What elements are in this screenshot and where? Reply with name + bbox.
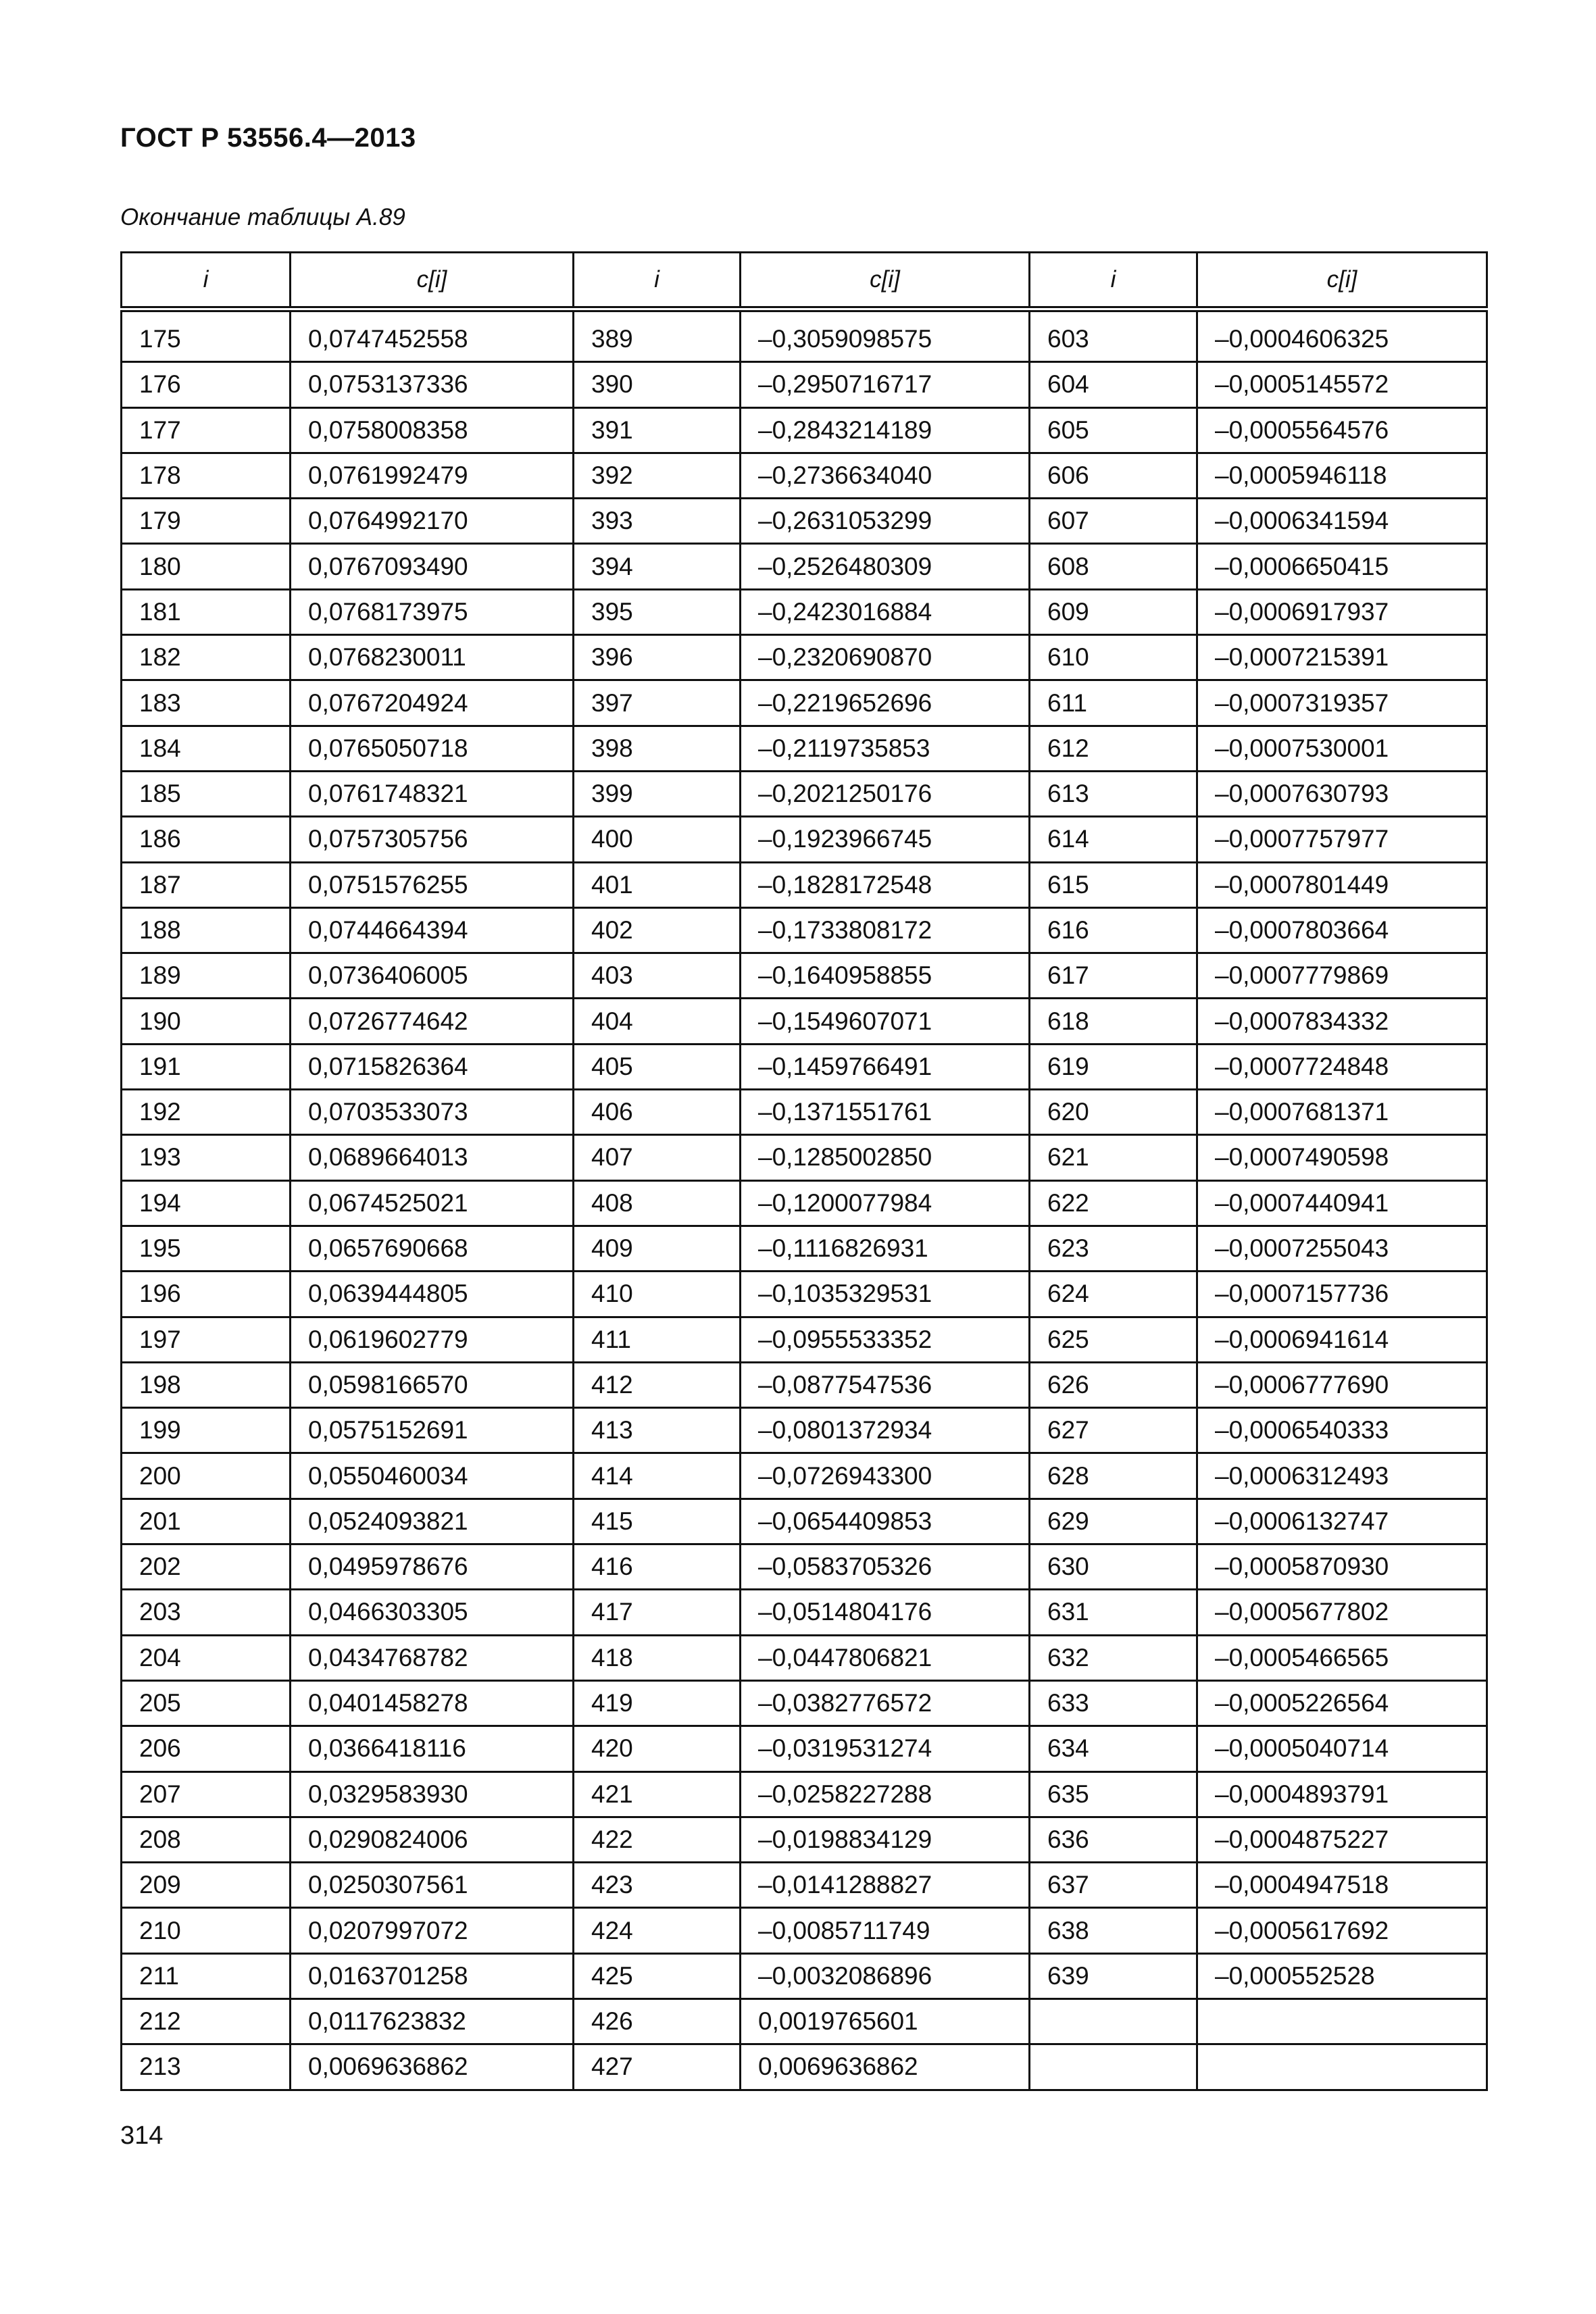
index-cell: 213 [122, 2044, 291, 2090]
table-row [122, 1680, 1487, 1726]
coefficient-cell: –0,0319531274 [741, 1726, 1030, 1771]
index-cell: 610 [1030, 635, 1197, 680]
index-cell: 421 [574, 1771, 741, 1817]
index-cell: 390 [574, 362, 741, 407]
coefficient-cell: 0,0758008358 [291, 407, 574, 453]
table-row [122, 407, 1487, 453]
coefficient-table [120, 251, 1488, 2091]
table-row [122, 1908, 1487, 1953]
index-cell: 209 [122, 1863, 291, 1908]
index-cell: 426 [574, 1998, 741, 2044]
coefficient-cell: –0,0583705326 [741, 1544, 1030, 1590]
coefficient-cell: 0,0117623832 [291, 1998, 574, 2044]
index-cell: 211 [122, 1953, 291, 1998]
index-cell: 611 [1030, 680, 1197, 726]
coefficient-cell: –0,0007319357 [1197, 680, 1487, 726]
table-row [122, 1771, 1487, 1817]
index-cell: 633 [1030, 1680, 1197, 1726]
table-row [122, 1180, 1487, 1226]
coefficient-cell: 0,0744664394 [291, 907, 574, 953]
coefficient-cell: 0,0767093490 [291, 544, 574, 589]
table-row [122, 1453, 1487, 1499]
index-cell: 193 [122, 1135, 291, 1180]
coefficient-cell: –0,000552528 [1197, 1953, 1487, 1998]
coefficient-cell: 0,0434768782 [291, 1635, 574, 1680]
index-cell: 427 [574, 2044, 741, 2090]
header-row [122, 253, 1487, 309]
coefficient-cell: –0,1733808172 [741, 907, 1030, 953]
coefficient-cell: –0,1828172548 [741, 862, 1030, 907]
table-row [122, 999, 1487, 1044]
index-cell: 425 [574, 1953, 741, 1998]
index-cell: 607 [1030, 499, 1197, 544]
coefficient-cell: –0,0005145572 [1197, 362, 1487, 407]
coefficient-cell: 0,0736406005 [291, 953, 574, 999]
coefficient-cell: –0,0955533352 [741, 1317, 1030, 1362]
table-row [122, 680, 1487, 726]
table-row [122, 1635, 1487, 1680]
index-cell: 409 [574, 1226, 741, 1271]
index-cell: 613 [1030, 771, 1197, 816]
coefficient-cell: –0,0007681371 [1197, 1090, 1487, 1135]
table-row [122, 953, 1487, 999]
table-row [122, 1135, 1487, 1180]
index-cell: 624 [1030, 1272, 1197, 1317]
index-cell: 186 [122, 817, 291, 862]
index-cell: 620 [1030, 1090, 1197, 1135]
coefficient-cell: –0,0004893791 [1197, 1771, 1487, 1817]
index-cell: 617 [1030, 953, 1197, 999]
index-cell [1030, 1998, 1197, 2044]
index-cell: 402 [574, 907, 741, 953]
coefficient-cell: –0,1035329531 [741, 1272, 1030, 1317]
header-coefficient-2: c[i] [741, 253, 1030, 309]
index-cell: 175 [122, 309, 291, 362]
table-row [122, 1317, 1487, 1362]
coefficient-cell: 0,0674525021 [291, 1180, 574, 1226]
coefficient-cell: –0,1116826931 [741, 1226, 1030, 1271]
index-cell: 638 [1030, 1908, 1197, 1953]
coefficient-cell: –0,2526480309 [741, 544, 1030, 589]
header-coefficient-3: c[i] [1197, 253, 1487, 309]
coefficient-cell: –0,0005870930 [1197, 1544, 1487, 1590]
index-cell: 632 [1030, 1635, 1197, 1680]
index-cell: 177 [122, 407, 291, 453]
index-cell: 424 [574, 1908, 741, 1953]
index-cell: 621 [1030, 1135, 1197, 1180]
coefficient-cell: –0,0006341594 [1197, 499, 1487, 544]
coefficient-cell: 0,0207997072 [291, 1908, 574, 1953]
coefficient-cell: –0,1923966745 [741, 817, 1030, 862]
table-row [122, 1953, 1487, 1998]
index-cell: 201 [122, 1499, 291, 1544]
coefficient-cell [1197, 2044, 1487, 2090]
table-row [122, 1408, 1487, 1453]
table-row [122, 1817, 1487, 1862]
index-cell: 605 [1030, 407, 1197, 453]
index-cell: 396 [574, 635, 741, 680]
coefficient-cell: –0,0005677802 [1197, 1590, 1487, 1635]
header-index-2: i [574, 253, 741, 309]
coefficient-cell: –0,1549607071 [741, 999, 1030, 1044]
coefficient-cell: 0,0726774642 [291, 999, 574, 1044]
coefficient-cell: –0,0007157736 [1197, 1272, 1487, 1317]
header-index-3: i [1030, 253, 1197, 309]
coefficient-cell: –0,0006540333 [1197, 1408, 1487, 1453]
coefficient-cell: 0,0575152691 [291, 1408, 574, 1453]
index-cell: 408 [574, 1180, 741, 1226]
coefficient-cell: 0,0639444805 [291, 1272, 574, 1317]
index-cell: 188 [122, 907, 291, 953]
index-cell: 400 [574, 817, 741, 862]
coefficient-cell: 0,0401458278 [291, 1680, 574, 1726]
index-cell: 182 [122, 635, 291, 680]
coefficient-cell: 0,0715826364 [291, 1044, 574, 1089]
coefficient-cell: –0,0447806821 [741, 1635, 1030, 1680]
coefficient-cell: 0,0466303305 [291, 1590, 574, 1635]
coefficient-cell: –0,0007801449 [1197, 862, 1487, 907]
index-cell: 414 [574, 1453, 741, 1499]
table-header [122, 253, 1487, 309]
index-cell: 404 [574, 999, 741, 1044]
coefficient-cell: –0,0382776572 [741, 1680, 1030, 1726]
table-row [122, 1998, 1487, 2044]
table-row [122, 589, 1487, 634]
index-cell: 392 [574, 453, 741, 498]
coefficient-cell: 0,0764992170 [291, 499, 574, 544]
coefficient-cell: 0,0757305756 [291, 817, 574, 862]
index-cell: 637 [1030, 1863, 1197, 1908]
coefficient-cell: –0,0005226564 [1197, 1680, 1487, 1726]
index-cell: 406 [574, 1090, 741, 1135]
coefficient-cell: 0,0761992479 [291, 453, 574, 498]
coefficient-cell: –0,0085711749 [741, 1908, 1030, 1953]
coefficient-cell: 0,0761748321 [291, 771, 574, 816]
index-cell: 393 [574, 499, 741, 544]
coefficient-cell: –0,3059098575 [741, 309, 1030, 362]
coefficient-cell: –0,0032086896 [741, 1953, 1030, 1998]
table-row [122, 453, 1487, 498]
coefficient-cell: 0,0550460034 [291, 1453, 574, 1499]
index-cell: 606 [1030, 453, 1197, 498]
index-cell: 206 [122, 1726, 291, 1771]
index-cell: 626 [1030, 1362, 1197, 1407]
table-row [122, 1090, 1487, 1135]
coefficient-cell: 0,0524093821 [291, 1499, 574, 1544]
coefficient-cell: –0,2631053299 [741, 499, 1030, 544]
coefficient-cell: –0,0005617692 [1197, 1908, 1487, 1953]
coefficient-cell: 0,0657690668 [291, 1226, 574, 1271]
table-row [122, 817, 1487, 862]
coefficient-cell: 0,0619602779 [291, 1317, 574, 1362]
index-cell: 184 [122, 726, 291, 771]
index-cell: 639 [1030, 1953, 1197, 1998]
table-row [122, 544, 1487, 589]
coefficient-cell: –0,0007630793 [1197, 771, 1487, 816]
index-cell: 194 [122, 1180, 291, 1226]
coefficient-cell: –0,0801372934 [741, 1408, 1030, 1453]
index-cell: 622 [1030, 1180, 1197, 1226]
index-cell: 208 [122, 1817, 291, 1862]
index-cell: 603 [1030, 309, 1197, 362]
index-cell: 200 [122, 1453, 291, 1499]
index-cell: 618 [1030, 999, 1197, 1044]
index-cell: 614 [1030, 817, 1197, 862]
index-cell: 635 [1030, 1771, 1197, 1817]
index-cell: 195 [122, 1226, 291, 1271]
index-cell: 185 [122, 771, 291, 816]
index-cell: 619 [1030, 1044, 1197, 1089]
index-cell: 413 [574, 1408, 741, 1453]
table-row [122, 1590, 1487, 1635]
index-cell: 389 [574, 309, 741, 362]
index-cell: 630 [1030, 1544, 1197, 1590]
coefficient-cell: –0,1640958855 [741, 953, 1030, 999]
coefficient-cell: –0,2119735853 [741, 726, 1030, 771]
coefficient-cell: –0,0005466565 [1197, 1635, 1487, 1680]
index-cell: 397 [574, 680, 741, 726]
index-cell: 609 [1030, 589, 1197, 634]
coefficient-cell: –0,0654409853 [741, 1499, 1030, 1544]
coefficient-cell: 0,0366418116 [291, 1726, 574, 1771]
table-row [122, 862, 1487, 907]
index-cell: 196 [122, 1272, 291, 1317]
coefficient-cell: 0,0768173975 [291, 589, 574, 634]
table-body [122, 309, 1487, 2090]
coefficient-cell: –0,0005040714 [1197, 1726, 1487, 1771]
index-cell: 401 [574, 862, 741, 907]
coefficient-cell: –0,0006650415 [1197, 544, 1487, 589]
index-cell: 415 [574, 1499, 741, 1544]
coefficient-cell: 0,0689664013 [291, 1135, 574, 1180]
coefficient-cell: –0,0005564576 [1197, 407, 1487, 453]
coefficient-cell: –0,0007490598 [1197, 1135, 1487, 1180]
index-cell: 634 [1030, 1726, 1197, 1771]
coefficient-cell: –0,1371551761 [741, 1090, 1030, 1135]
coefficient-cell: –0,0006777690 [1197, 1362, 1487, 1407]
index-cell: 191 [122, 1044, 291, 1089]
index-cell: 411 [574, 1317, 741, 1362]
coefficient-cell: –0,0006917937 [1197, 589, 1487, 634]
coefficient-cell: 0,0598166570 [291, 1362, 574, 1407]
coefficient-cell: 0,0753137336 [291, 362, 574, 407]
coefficient-cell: –0,0258227288 [741, 1771, 1030, 1817]
index-cell: 604 [1030, 362, 1197, 407]
coefficient-cell: –0,1285002850 [741, 1135, 1030, 1180]
index-cell: 179 [122, 499, 291, 544]
coefficient-cell [1197, 1998, 1487, 2044]
index-cell: 199 [122, 1408, 291, 1453]
coefficient-cell: –0,2423016884 [741, 589, 1030, 634]
index-cell: 198 [122, 1362, 291, 1407]
table-row [122, 1863, 1487, 1908]
index-cell: 422 [574, 1817, 741, 1862]
coefficient-cell: 0,0163701258 [291, 1953, 574, 1998]
index-cell: 616 [1030, 907, 1197, 953]
table-row [122, 1726, 1487, 1771]
index-cell: 423 [574, 1863, 741, 1908]
coefficient-cell: –0,0726943300 [741, 1453, 1030, 1499]
index-cell: 399 [574, 771, 741, 816]
index-cell: 189 [122, 953, 291, 999]
coefficient-cell: –0,0005946118 [1197, 453, 1487, 498]
coefficient-cell: 0,0765050718 [291, 726, 574, 771]
coefficient-cell: –0,0007215391 [1197, 635, 1487, 680]
coefficient-cell: –0,0877547536 [741, 1362, 1030, 1407]
header-index-1: i [122, 253, 291, 309]
index-cell: 178 [122, 453, 291, 498]
table-row [122, 907, 1487, 953]
table-row [122, 362, 1487, 407]
index-cell: 398 [574, 726, 741, 771]
coefficient-cell: –0,0198834129 [741, 1817, 1030, 1862]
index-cell: 203 [122, 1590, 291, 1635]
coefficient-cell: 0,0767204924 [291, 680, 574, 726]
coefficient-cell: –0,0007724848 [1197, 1044, 1487, 1089]
page-number: 314 [120, 2121, 164, 2150]
index-cell: 405 [574, 1044, 741, 1089]
table-row [122, 771, 1487, 816]
coefficient-cell: –0,0006312493 [1197, 1453, 1487, 1499]
table-row [122, 726, 1487, 771]
table-row [122, 499, 1487, 544]
index-cell: 403 [574, 953, 741, 999]
coefficient-cell: –0,0007779869 [1197, 953, 1487, 999]
index-cell: 394 [574, 544, 741, 589]
index-cell: 418 [574, 1635, 741, 1680]
index-cell: 625 [1030, 1317, 1197, 1362]
index-cell: 419 [574, 1680, 741, 1726]
coefficient-cell: –0,2736634040 [741, 453, 1030, 498]
document-header: ГОСТ Р 53556.4—2013 [120, 123, 416, 153]
table-row [122, 1226, 1487, 1271]
coefficient-cell: 0,0703533073 [291, 1090, 574, 1135]
coefficient-cell: –0,2219652696 [741, 680, 1030, 726]
index-cell: 192 [122, 1090, 291, 1135]
index-cell: 181 [122, 589, 291, 634]
coefficient-cell: –0,0514804176 [741, 1590, 1030, 1635]
coefficient-cell: –0,1200077984 [741, 1180, 1030, 1226]
coefficient-cell: –0,1459766491 [741, 1044, 1030, 1089]
index-cell: 417 [574, 1590, 741, 1635]
coefficient-cell: 0,0747452558 [291, 309, 574, 362]
index-cell: 202 [122, 1544, 291, 1590]
index-cell: 629 [1030, 1499, 1197, 1544]
table-row [122, 1544, 1487, 1590]
coefficient-cell: 0,0250307561 [291, 1863, 574, 1908]
coefficient-cell: 0,0768230011 [291, 635, 574, 680]
index-cell: 204 [122, 1635, 291, 1680]
coefficient-cell: –0,2320690870 [741, 635, 1030, 680]
coefficient-cell: –0,2021250176 [741, 771, 1030, 816]
coefficient-cell: –0,0006941614 [1197, 1317, 1487, 1362]
coefficient-cell: 0,0329583930 [291, 1771, 574, 1817]
coefficient-cell: –0,0006132747 [1197, 1499, 1487, 1544]
index-cell: 608 [1030, 544, 1197, 589]
index-cell: 205 [122, 1680, 291, 1726]
index-cell: 176 [122, 362, 291, 407]
index-cell: 420 [574, 1726, 741, 1771]
index-cell: 407 [574, 1135, 741, 1180]
table-caption: Окончание таблицы А.89 [120, 204, 405, 230]
coefficient-cell: –0,0007757977 [1197, 817, 1487, 862]
index-cell: 612 [1030, 726, 1197, 771]
index-cell: 628 [1030, 1453, 1197, 1499]
index-cell: 395 [574, 589, 741, 634]
coefficient-cell: –0,0007440941 [1197, 1180, 1487, 1226]
coefficient-cell: 0,0019765601 [741, 1998, 1030, 2044]
coefficient-cell: –0,0007255043 [1197, 1226, 1487, 1271]
index-cell: 210 [122, 1908, 291, 1953]
coefficient-cell: –0,0004606325 [1197, 309, 1487, 362]
coefficient-cell: –0,0007803664 [1197, 907, 1487, 953]
table-row [122, 635, 1487, 680]
coefficient-cell: 0,0495978676 [291, 1544, 574, 1590]
table-row [122, 1362, 1487, 1407]
index-cell: 207 [122, 1771, 291, 1817]
index-cell [1030, 2044, 1197, 2090]
index-cell: 391 [574, 407, 741, 453]
coefficient-cell: –0,0141288827 [741, 1863, 1030, 1908]
coefficient-cell: –0,0007834332 [1197, 999, 1487, 1044]
table-row [122, 1272, 1487, 1317]
index-cell: 180 [122, 544, 291, 589]
coefficient-cell: –0,0007530001 [1197, 726, 1487, 771]
index-cell: 183 [122, 680, 291, 726]
index-cell: 410 [574, 1272, 741, 1317]
coefficient-cell: 0,0751576255 [291, 862, 574, 907]
coefficient-cell: 0,0290824006 [291, 1817, 574, 1862]
index-cell: 416 [574, 1544, 741, 1590]
index-cell: 636 [1030, 1817, 1197, 1862]
index-cell: 187 [122, 862, 291, 907]
index-cell: 623 [1030, 1226, 1197, 1271]
table-row [122, 1044, 1487, 1089]
coefficient-cell: –0,0004947518 [1197, 1863, 1487, 1908]
coefficient-cell: –0,0004875227 [1197, 1817, 1487, 1862]
coefficient-cell: –0,2843214189 [741, 407, 1030, 453]
index-cell: 627 [1030, 1408, 1197, 1453]
table-row [122, 1499, 1487, 1544]
table-row [122, 309, 1487, 362]
coefficient-cell: –0,2950716717 [741, 362, 1030, 407]
index-cell: 212 [122, 1998, 291, 2044]
table-row [122, 2044, 1487, 2090]
index-cell: 631 [1030, 1590, 1197, 1635]
coefficient-cell: 0,0069636862 [741, 2044, 1030, 2090]
header-coefficient-1: c[i] [291, 253, 574, 309]
index-cell: 615 [1030, 862, 1197, 907]
index-cell: 412 [574, 1362, 741, 1407]
index-cell: 197 [122, 1317, 291, 1362]
coefficient-cell: 0,0069636862 [291, 2044, 574, 2090]
index-cell: 190 [122, 999, 291, 1044]
